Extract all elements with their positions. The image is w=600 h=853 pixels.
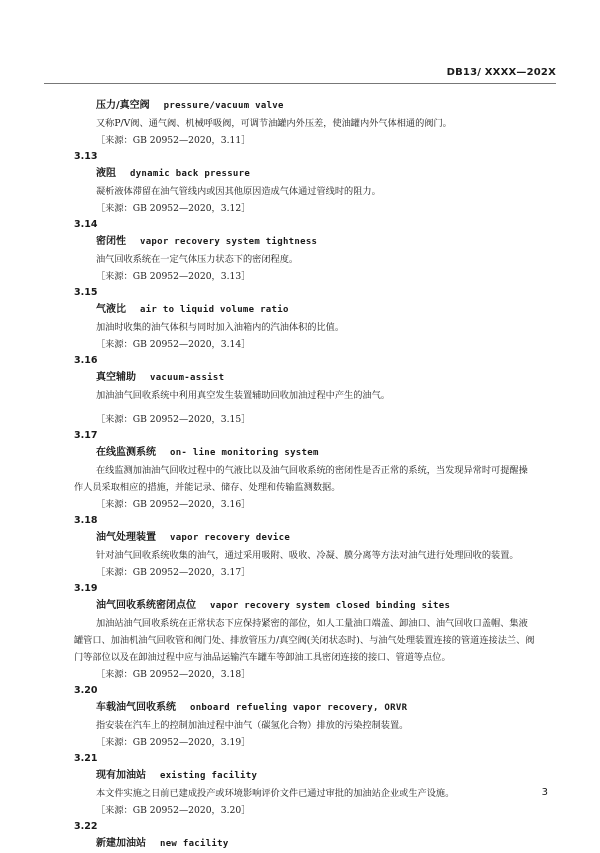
- term-english: on- line monitoring system: [170, 448, 319, 458]
- term-heading: [96, 835, 560, 853]
- term-entry: [0, 285, 600, 353]
- term-english: vapor recovery system closed binding sites: [210, 601, 451, 611]
- term-source: ［来源：GB 20952—2020，3.12］: [96, 203, 251, 214]
- term-chinese: 车载油气回收系统: [96, 702, 176, 713]
- term-definition: 指安装在汽车上的控制加油过程中油气（碳氢化合物）排放的污染控制装置。: [96, 720, 409, 731]
- term-english: onboard refueling vapor recovery, ORVR: [190, 703, 408, 713]
- term-number: 3.22: [74, 821, 98, 832]
- term-source: ［来源：GB 20952—2020，3.13］: [96, 271, 251, 282]
- term-entry: [0, 428, 600, 513]
- term-source: ［来源：GB 20952—2020，3.14］: [96, 339, 251, 350]
- term-english: new facility: [160, 839, 229, 849]
- term-english: existing facility: [160, 771, 258, 781]
- term-chinese: 新建加油站: [96, 838, 146, 849]
- term-chinese: 油气回收系统密闭点位: [96, 600, 196, 611]
- term-entry: [0, 149, 600, 217]
- term-heading: [96, 369, 560, 387]
- term-definition: 在线监测加油油气回收过程中的气液比以及油气回收系统的密闭性是否正常的系统，当发现异常时可提醒操作人员采取相应的措施，并能记录、储存、处理和传输监测数据。: [74, 465, 528, 493]
- term-chinese: 油气处理装置: [96, 532, 156, 543]
- term-chinese: 液阻: [96, 168, 116, 179]
- term-definition: 本文件实施之日前已建成投产或环境影响评价文件已通过审批的加油站企业或生产设施。: [96, 788, 455, 799]
- term-heading: [96, 529, 560, 547]
- term-number: 3.17: [74, 430, 98, 441]
- term-number: 3.16: [74, 355, 98, 366]
- spacer: [0, 404, 600, 411]
- term-heading: [96, 767, 560, 785]
- term-chinese: 真空辅助: [96, 372, 136, 383]
- term-english: vapor recovery device: [170, 533, 291, 543]
- term-chinese: 压力/真空阀: [96, 100, 150, 111]
- term-number: 3.19: [74, 583, 98, 594]
- term-english: dynamic back pressure: [130, 169, 251, 179]
- term-definition: 针对油气回收系统收集的油气，通过采用吸附、吸收、冷凝、膜分离等方法对油气进行处理回收的装置。: [96, 550, 519, 561]
- term-source: ［来源：GB 20952—2020，3.11］: [96, 135, 251, 146]
- term-heading: [96, 233, 560, 251]
- term-definition: 油气回收系统在一定气体压力状态下的密闭程度。: [96, 254, 299, 265]
- term-definition: 加油时收集的油气体积与同时加入油箱内的汽油体积的比值。: [96, 322, 345, 333]
- terms-list: [0, 97, 600, 853]
- term-english: pressure/vacuum valve: [163, 101, 284, 111]
- term-entry: [0, 581, 600, 683]
- term-definition: 加油站油气回收系统在正常状态下应保持紧密的部位，如人工量油口端盖、卸油口、油气回收口盖帽、集液罐管口、加油机油气回收管和阀门处、排放管压力/真空阀(关闭状态时)、与油气处理装置连接的管道连接法兰、阀门等部位以及在卸油过程中应与油品运输汽车罐车等卸油工具密闭连接的接口、管道等点位。: [74, 618, 535, 663]
- term-definition: 又称P/V阀、通气阀、机械呼吸阀，可调节油罐内外压差，使油罐内外气体相通的阀门。: [96, 118, 452, 129]
- term-heading: [96, 699, 560, 717]
- term-source: ［来源：GB 20952—2020，3.20］: [96, 805, 251, 816]
- term-entry: [0, 683, 600, 751]
- term-entry: [0, 513, 600, 581]
- header-rule: [44, 83, 556, 84]
- page-number: 3: [541, 787, 548, 798]
- term-heading: [96, 597, 560, 615]
- term-source: ［来源：GB 20952—2020，3.19］: [96, 737, 251, 748]
- term-chinese: 气液比: [96, 304, 126, 315]
- term-english: vacuum-assist: [150, 373, 225, 383]
- term-chinese: 密闭性: [96, 236, 126, 247]
- term-number: 3.13: [74, 151, 98, 162]
- term-source: ［来源：GB 20952—2020，3.18］: [96, 669, 251, 680]
- term-source: ［来源：GB 20952—2020，3.15］: [96, 414, 251, 425]
- term-heading: [96, 444, 560, 462]
- term-english: air to liquid volume ratio: [140, 305, 289, 315]
- term-definition: 凝析液体滞留在油气管线内或因其他原因造成气体通过管线时的阻力。: [96, 186, 381, 197]
- term-entry: [0, 217, 600, 285]
- term-entry: [0, 97, 600, 149]
- term-number: 3.15: [74, 287, 98, 298]
- term-source: ［来源：GB 20952—2020，3.16］: [96, 499, 251, 510]
- term-heading: [96, 165, 560, 183]
- term-chinese: 在线监测系统: [96, 447, 156, 458]
- term-entry: [0, 353, 600, 428]
- term-number: 3.14: [74, 219, 98, 230]
- document-code: DB13/ XXXX—202X: [446, 67, 556, 78]
- term-entry: [0, 751, 600, 819]
- term-number: 3.20: [74, 685, 98, 696]
- term-number: 3.21: [74, 753, 98, 764]
- term-number: 3.18: [74, 515, 98, 526]
- term-heading: [96, 301, 560, 319]
- term-english: vapor recovery system tightness: [140, 237, 318, 247]
- term-source: ［来源：GB 20952—2020，3.17］: [96, 567, 251, 578]
- term-chinese: 现有加油站: [96, 770, 146, 781]
- term-heading: [96, 97, 560, 115]
- term-definition: 加油油气回收系统中利用真空发生装置辅助回收加油过程中产生的油气。: [96, 390, 390, 401]
